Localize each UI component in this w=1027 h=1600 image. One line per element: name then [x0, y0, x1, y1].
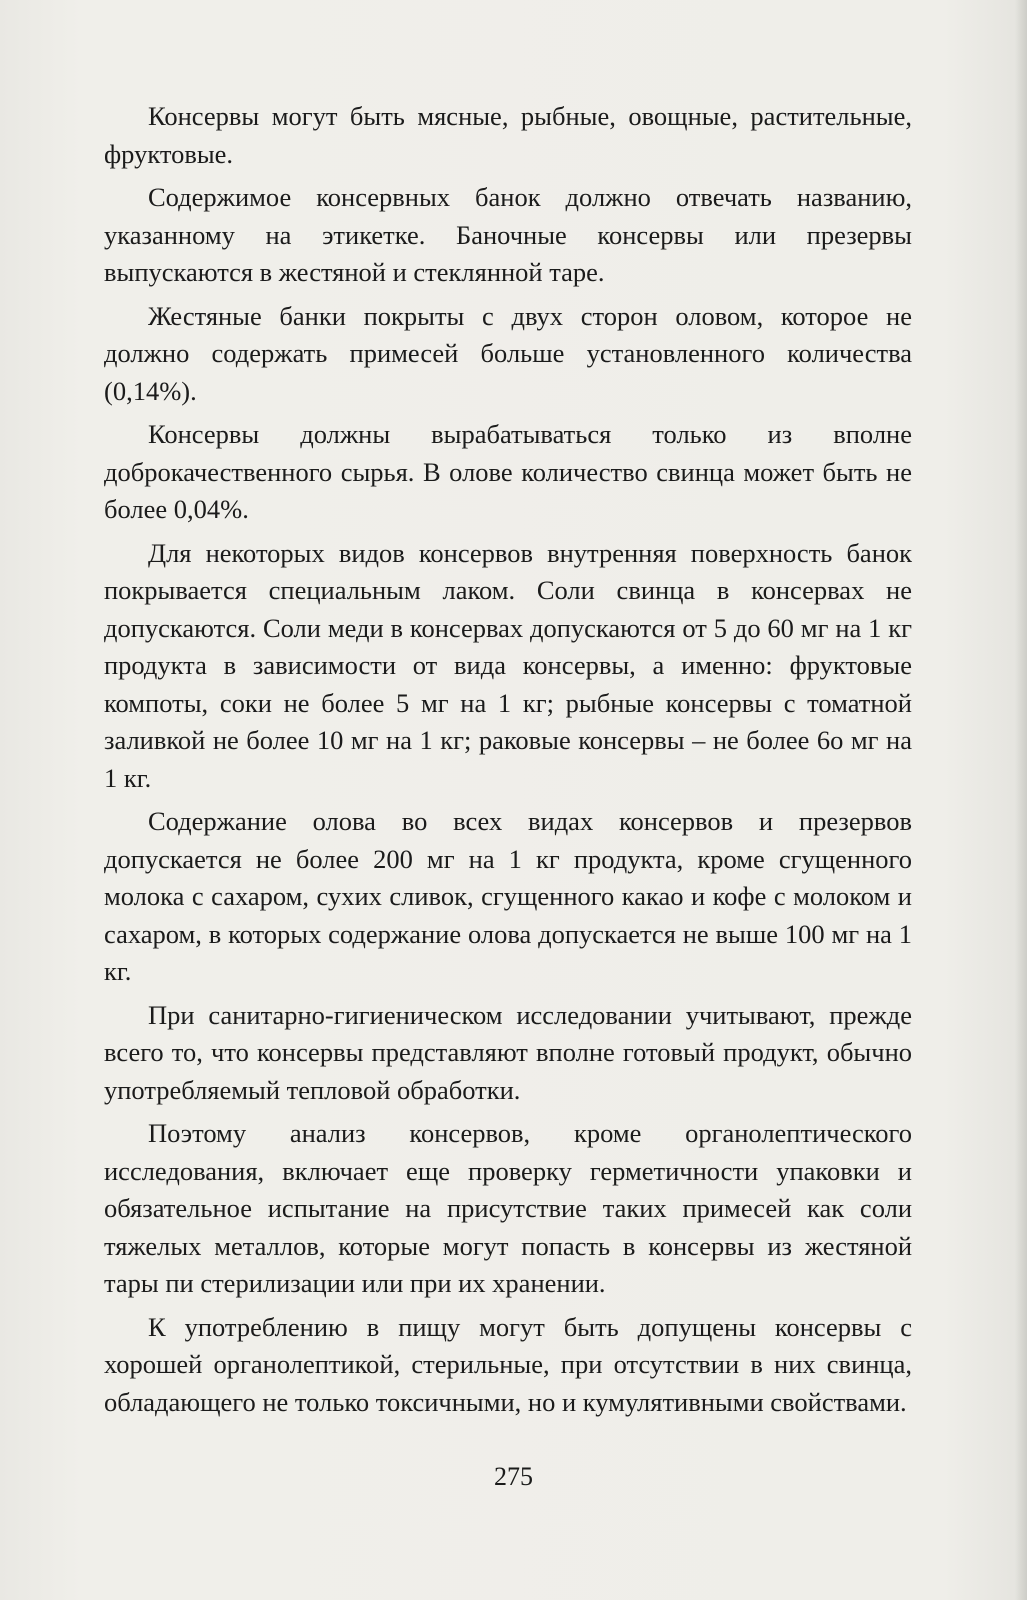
body-text — [104, 98, 912, 1427]
paragraph-7: При санитарно-гигиеническом исследовании учитывают, прежде всего то, что консервы представляют вполне готовый продукт, обычно употребляемый тепловой обработки. — [104, 999, 912, 1105]
paragraph-6: Содержание олова во всех видах консервов и презервов допускается не более 200 мг на 1 кг продукта, кроме сгущенного молока с сахаром, сухих сливок, сгущенного какао и кофе с молоком и сахаром, в которых содержание олова допускается не выше 100 мг на 1 кг. — [104, 806, 912, 986]
paragraph-1: Консервы могут быть мясные, рыбные, овощные, растительные, фруктовые. — [104, 101, 912, 169]
paragraph-4: Консервы должны вырабатываться только из вполне доброкачественного сырья. В олове количество свинца может быть не более 0,04%. — [104, 419, 912, 524]
page-edge-shadow — [1015, 0, 1027, 1600]
page-number: 275 — [494, 1462, 533, 1491]
paragraph-2: Содержимое консервных банок должно отвечать названию, указанному на этикетке. Баночные консервы или презервы выпускаются в жестяной и стеклянной таре. — [104, 182, 912, 287]
paragraph-5: Для некоторых видов консервов внутренняя поверхность банок покрывается специальным лаком. Соли свинца в консервах не допускаются. Соли меди в консервах допускаются от 5 до 60 мг на 1 кг продукта в зависимости от вида консервы, а именно: фруктовые компоты, соки не более 5 мг на 1 кг; рыбные консервы с томатной заливкой не более 10 мг на 1 кг; раковые консервы – не более 6о мг на 1 кг. — [104, 537, 912, 793]
paragraph-9: К употреблению в пищу могут быть допущены консервы с хорошей органолептикой, стерильные, при отсутствии в них свинца, обладающего не только токсичными, но и кумулятивными свойствами. — [104, 1311, 912, 1417]
paragraph-3: Жестяные банки покрыты с двух сторон оловом, которое не должно содержать примесей больше установленного количества (0,14%). — [104, 300, 912, 406]
paragraph-8: Поэтому анализ консервов, кроме органолептического исследования, включает еще проверку герметичности упаковки и обязательное испытание на присутствие таких примесей как соли тяжелых металлов, которые могут попасть в консервы из жестяной тары пи стерилизации или при их хранении. — [104, 1118, 912, 1298]
